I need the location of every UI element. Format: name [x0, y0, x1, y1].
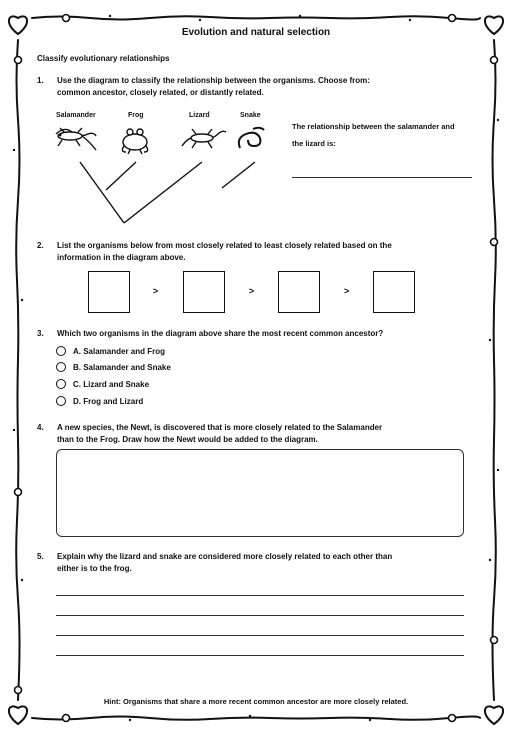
question-text: List the organisms below from most closely related to least closely related based on the	[57, 241, 392, 250]
radio-circle[interactable]	[56, 346, 66, 356]
section-title: Classify evolutionary relationships	[37, 54, 170, 63]
lizard-icon	[182, 129, 226, 148]
question-number: 5.	[37, 552, 44, 561]
heart-icon	[485, 706, 503, 724]
hint-text: Hint: Organisms that share a more recent common ancestor are more closely related.	[103, 697, 409, 706]
question-2	[37, 240, 477, 264]
question-3	[37, 328, 477, 340]
option-a[interactable]: A. Salamander and Frog	[56, 346, 165, 356]
answer-box[interactable]	[183, 271, 225, 313]
radio-circle[interactable]	[56, 396, 66, 406]
question-number: 3.	[37, 329, 44, 338]
answer-line[interactable]	[292, 177, 472, 178]
question-text: than to the Frog. Draw how the Newt would be added to the diagram.	[57, 435, 318, 444]
greater-than-symbol: >	[153, 286, 159, 296]
greater-than-symbol: >	[344, 286, 350, 296]
side-question-text: The relationship between the salamander and	[292, 122, 455, 131]
answer-box[interactable]	[373, 271, 415, 313]
frog-icon	[122, 129, 147, 154]
cladogram	[50, 120, 290, 230]
radio-circle[interactable]	[56, 379, 66, 389]
snake-icon	[239, 128, 264, 148]
question-text: A new species, the Newt, is discovered that is more closely related to the Salamander	[57, 423, 383, 432]
organism-label-lizard: Lizard	[189, 112, 210, 119]
option-b[interactable]: B. Salamander and Snake	[56, 362, 171, 372]
organism-label-salamander: Salamander	[56, 112, 96, 119]
question-4	[37, 422, 477, 446]
salamander-icon	[56, 128, 96, 150]
heart-icon	[9, 706, 27, 724]
question-number: 1.	[37, 76, 44, 85]
answer-box[interactable]	[88, 271, 130, 313]
question-number: 2.	[37, 241, 44, 250]
organism-label-frog: Frog	[128, 112, 144, 119]
answer-line[interactable]	[56, 635, 464, 636]
side-question-text: the lizard is:	[292, 139, 336, 148]
question-text: common ancestor, closely related, or distantly related.	[57, 88, 264, 97]
drawing-area[interactable]	[56, 449, 464, 537]
organism-label-snake: Snake	[240, 112, 261, 119]
question-text: either is to the frog.	[57, 564, 132, 573]
question-text: Use the diagram to classify the relationship between the organisms. Choose from:	[57, 76, 370, 85]
question-1	[37, 75, 477, 99]
answer-line[interactable]	[56, 615, 464, 616]
question-text: Which two organisms in the diagram above share the most recent common ancestor?	[57, 329, 384, 338]
radio-circle[interactable]	[56, 362, 66, 372]
answer-box[interactable]	[278, 271, 320, 313]
option-c[interactable]: C. Lizard and Snake	[56, 379, 149, 389]
answer-line[interactable]	[56, 655, 464, 656]
page-title: Evolution and natural selection	[181, 27, 331, 38]
option-d[interactable]: D. Frog and Lizard	[56, 396, 143, 406]
question-number: 4.	[37, 423, 44, 432]
question-5	[37, 551, 477, 575]
question-text: Explain why the lizard and snake are considered more closely related to each other than	[57, 552, 393, 561]
answer-line[interactable]	[56, 595, 464, 596]
question-text: information in the diagram above.	[57, 253, 186, 262]
greater-than-symbol: >	[249, 286, 255, 296]
